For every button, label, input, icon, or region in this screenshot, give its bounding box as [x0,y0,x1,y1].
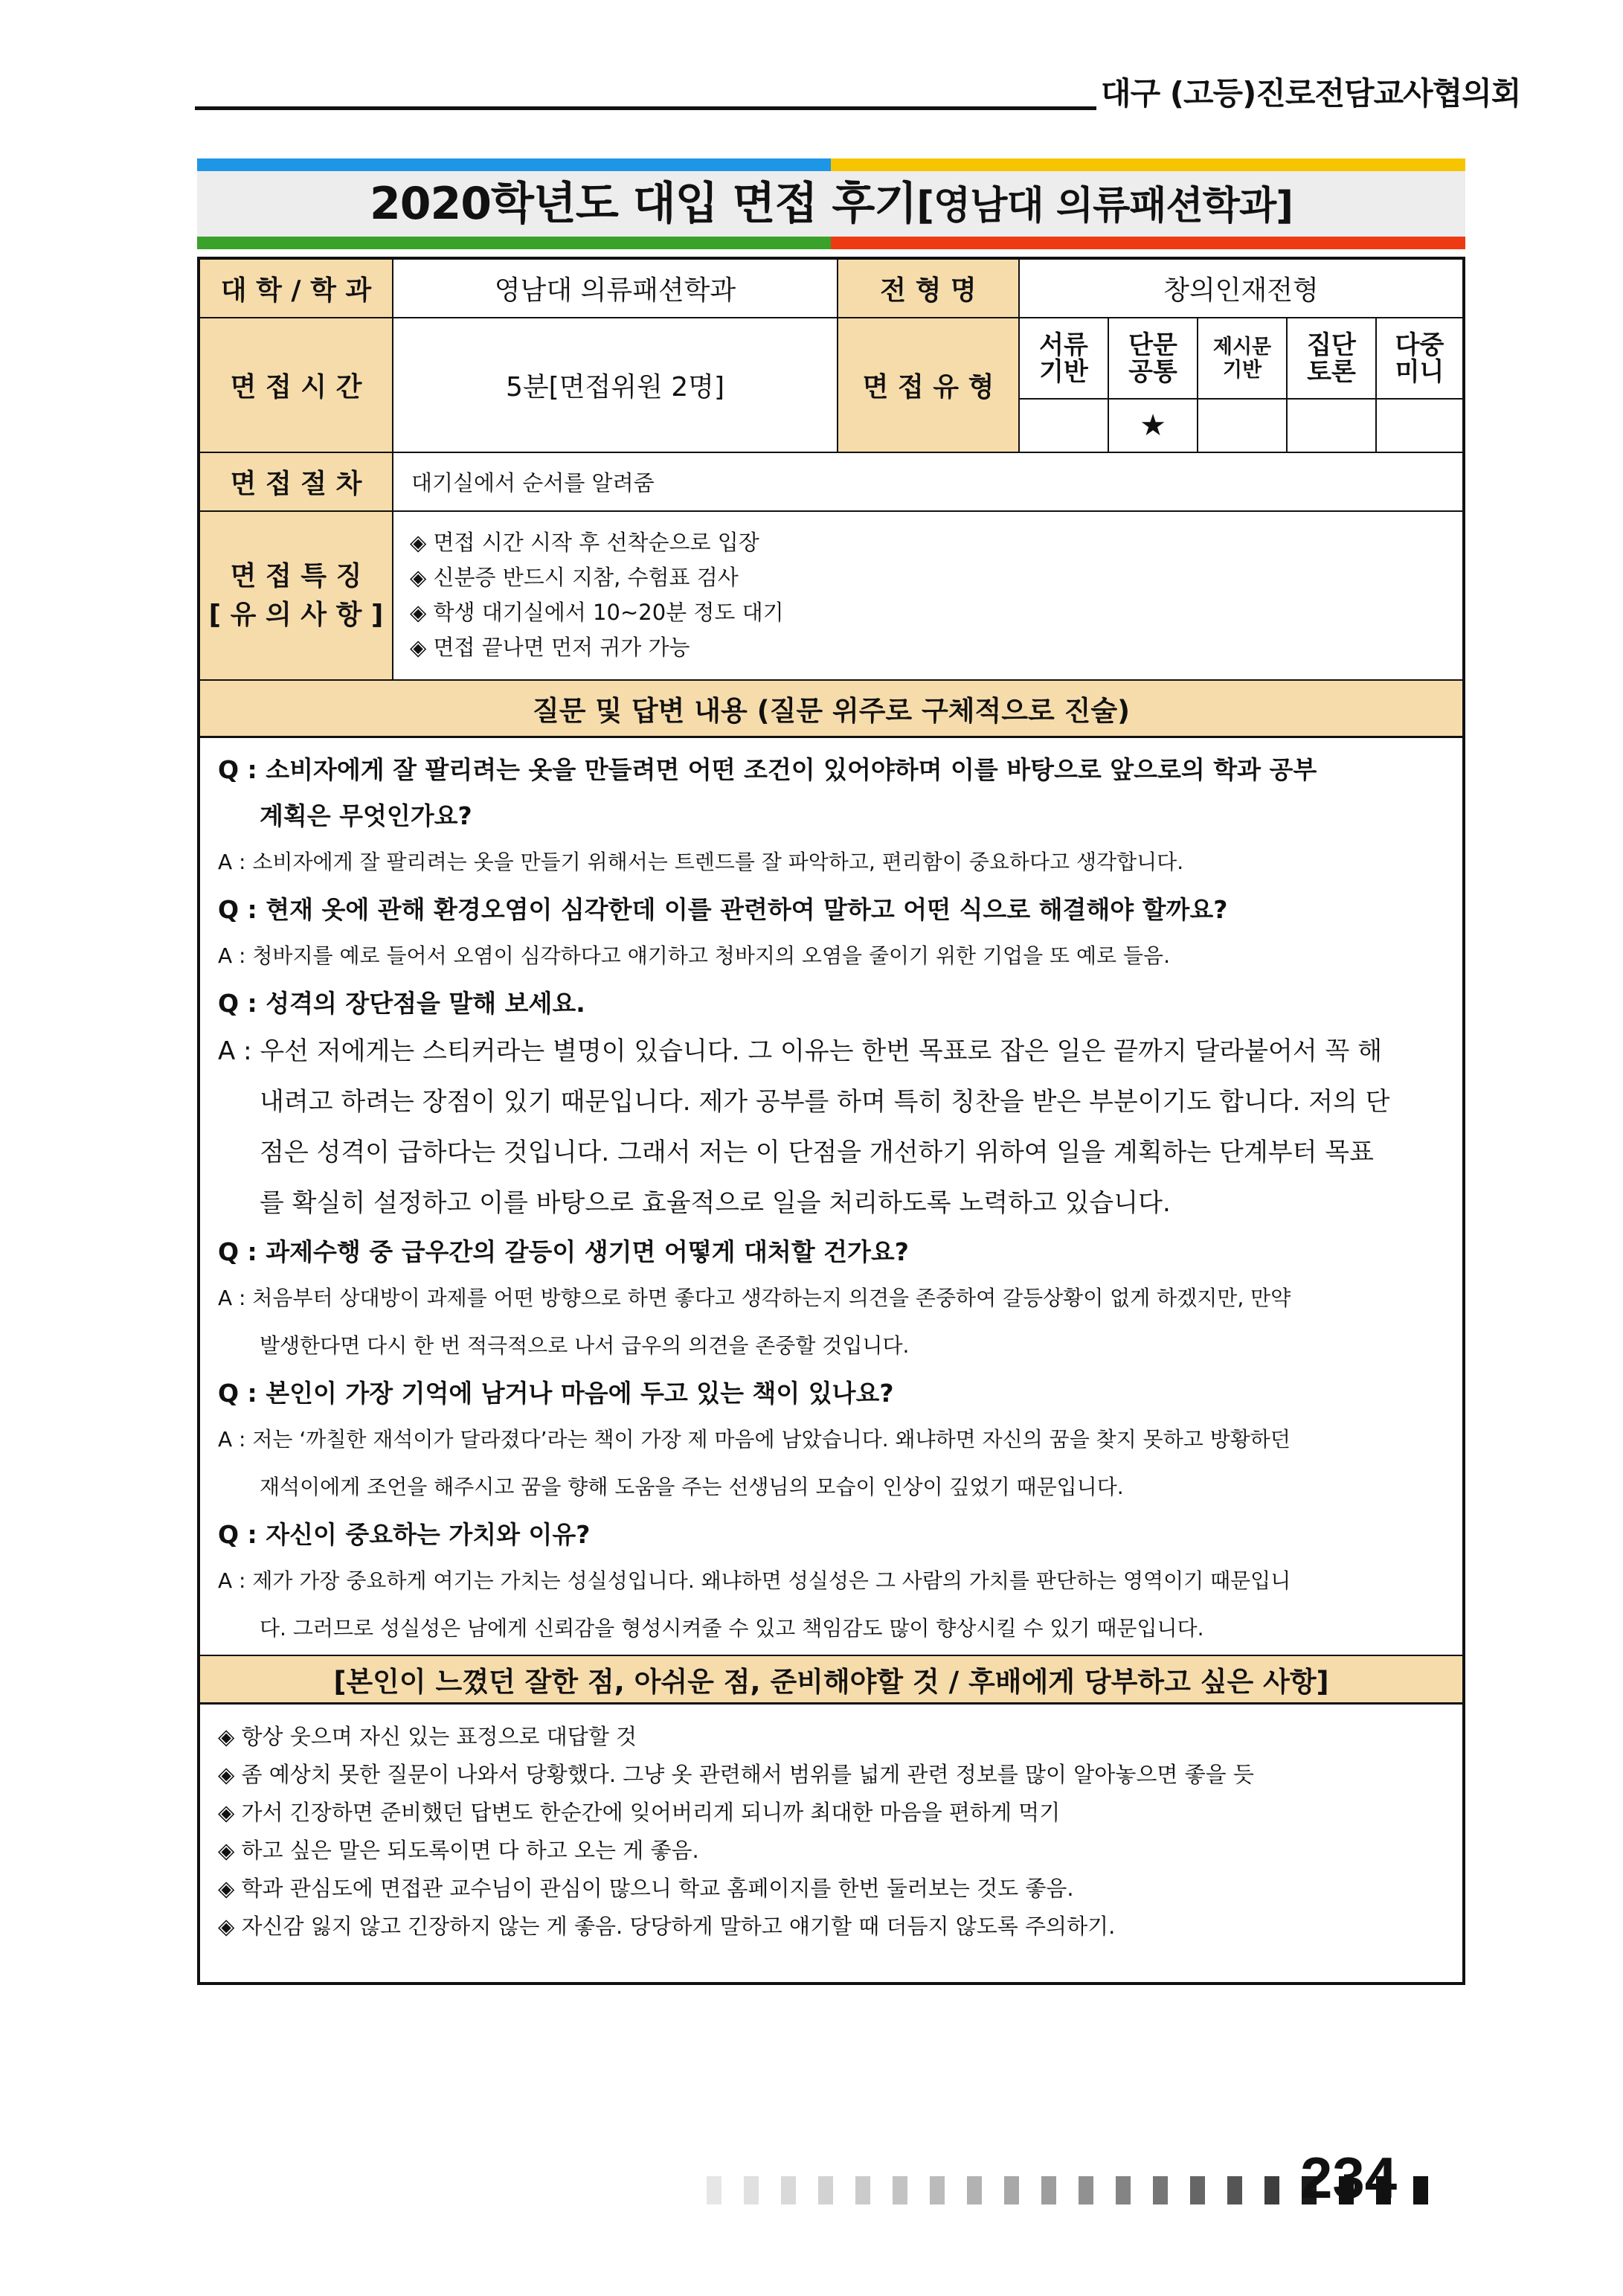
kind-passage-based: 제시문 기반 [1212,335,1272,382]
grid-line [1018,260,1020,452]
kind-mark-3 [1198,400,1286,452]
answer-5-line1: A : 저는 ‘까칠한 재석이가 달라졌다’라는 책이 가장 제 마음에 남았습니다. 왜냐하면 자신의 꿈을 찾지 못하고 방황하던 [218,1427,1291,1452]
grid-line [200,1702,1462,1705]
grid-line [392,260,393,679]
answer-5-line2: 재석이에게 조언을 해주시고 꿈을 향해 도움을 주는 선생님의 모습이 인상이 깊었기 때문입니다. [260,1475,1124,1499]
answer-1: A : 소비자에게 잘 팔리려는 옷을 만들기 위해서는 트렌드를 잘 파악하고, 편리함이 중요하다고 생각합니다. [218,850,1184,874]
tip-item: ◈ 항상 웃으며 자신 있는 표정으로 대답할 것 [218,1724,637,1749]
kind-multi-mini: 다중 미니 [1395,330,1444,387]
answer-3-line3: 점은 성격이 급하다는 것입니다. 그래서 저는 이 단점을 개선하기 위하여 일을 계획하는 단계부터 목표 [260,1138,1374,1167]
title-main: 2020학년도 대입 면접 후기 [369,178,917,230]
grid-line [200,317,1462,318]
title-bar-red [831,237,1465,249]
features-label: 면 접 특 징 [ 유 의 사 항 ] [200,512,392,679]
feature-item: ◈ 면접 끝나면 먼저 귀가 가능 [410,635,690,660]
header-rule [195,106,1096,110]
admission-type-label: 전 형 명 [838,260,1018,317]
grid-line [1108,318,1109,452]
admission-type-value: 창의인재전형 [1163,275,1319,306]
kind-short-common: 단문 공통 [1128,330,1177,387]
grid-line [1286,318,1288,452]
kind-document-based: 서류 기반 [1039,330,1088,387]
interview-kind-label: 면 접 유 형 [838,318,1018,452]
title-bar-blue [197,158,831,171]
title-sub: [영남대 의류패션학과] [916,184,1293,228]
answer-2: A : 청바지를 예로 들어서 오염이 심각하다고 얘기하고 청바지의 오염을 줄이기 위한 기업을 또 예로 들음. [218,943,1170,968]
kind-mark-1 [1020,400,1108,452]
grid-line [200,452,1462,453]
grid-line [200,679,1462,681]
answer-4-line2: 발생한다면 다시 한 번 적극적으로 나서 급우의 의견을 존중할 것입니다. [260,1333,910,1358]
organization-name: 대구 (고등)진로전담교사협의회 [1101,75,1521,112]
feature-item: ◈ 학생 대기실에서 10~20분 정도 대기 [410,600,784,625]
answer-3-line2: 내려고 하려는 장점이 있기 때문입니다. 제가 공부를 하며 특히 칭찬을 받은 부분이기도 합니다. 저의 단 [260,1087,1390,1117]
grid-line [200,1655,1462,1656]
tip-item: ◈ 좀 예상치 못한 질문이 나와서 당황했다. 그냥 옷 관련해서 범위를 넓게 관련 정보를 많이 알아놓으면 좋을 듯 [218,1762,1254,1787]
question-1-line2: 계획은 무엇인가요? [260,801,472,830]
feature-item: ◈ 신분증 반드시 지참, 수험표 검사 [410,565,739,590]
answer-3-line4: 를 확실히 설정하고 이를 바탕으로 효율적으로 일을 처리하도록 노력하고 있습니다. [260,1188,1171,1218]
grid-line [837,260,838,452]
grid-line [1375,318,1377,452]
grid-line [200,510,1462,512]
interview-time-label: 면 접 시 간 [200,318,392,452]
univ-label: 대 학 / 학 과 [200,260,392,317]
document-title [197,171,1465,237]
grid-line [1197,318,1198,452]
title-bar-green [197,237,831,249]
procedure-label: 면 접 절 차 [200,453,392,510]
interview-form [197,257,1465,1985]
answer-6-line2: 다. 그러므로 성실성은 남에게 신뢰감을 형성시켜줄 수 있고 책임감도 많이 향상시킬 수 있기 때문입니다. [260,1616,1204,1641]
question-4: Q : 과제수행 중 급우간의 갈등이 생기면 어떻게 대처할 건가요? [218,1237,909,1266]
grid-line [200,736,1462,738]
features-list [393,512,1462,679]
star-icon: ★ [1140,408,1166,443]
question-2: Q : 현재 옷에 관해 환경오염이 심각한데 이를 관련하여 말하고 어떤 식으로 해결해야 할까요? [218,895,1228,924]
feature-item: ◈ 면접 시간 시작 후 선착순으로 입장 [410,530,759,555]
question-6: Q : 자신이 중요하는 가치와 이유? [218,1520,591,1549]
procedure-value: 대기실에서 순서를 알려줌 [411,470,655,496]
title-bar-yellow [831,158,1465,171]
answer-6-line1: A : 제가 가장 중요하게 여기는 가치는 성실성입니다. 왜냐하면 성실성은 그 사람의 가치를 판단하는 영역이기 때문입니 [218,1568,1291,1593]
tip-item: ◈ 하고 싶은 말은 되도록이면 다 하고 오는 게 좋음. [218,1838,699,1863]
grid-line [1020,398,1462,400]
interview-time-value: 5분[면접위원 2명] [506,372,724,403]
tips-list [218,1718,1445,1946]
univ-value: 영남대 의류패션학과 [494,275,736,306]
tip-item: ◈ 학과 관심도에 면접관 교수님이 관심이 많으니 학교 홈페이지를 한번 둘러보는 것도 좋음. [218,1876,1074,1901]
tip-item: ◈ 가서 긴장하면 준비했던 답변도 한순간에 잊어버리게 되니까 최대한 마음을 편하게 먹기 [218,1800,1061,1825]
question-1-line1: Q : 소비자에게 잘 팔리려는 옷을 만들려면 어떤 조건이 있어야하며 이를 바탕으로 앞으로의 학과 공부 [218,755,1317,784]
question-5: Q : 본인이 가장 기억에 남거나 마음에 두고 있는 책이 있나요? [218,1379,894,1408]
page-number: 234 [1300,2145,1398,2210]
tip-item: ◈ 자신감 잃지 않고 긴장하지 않는 게 좋음. 당당하게 말하고 얘기할 때 더듬지 않도록 주의하기. [218,1914,1116,1939]
question-3: Q : 성격의 장단점을 말해 보세요. [218,989,585,1018]
kind-group-discussion: 집단 토론 [1307,330,1356,387]
tips-section-title: [본인이 느꼈던 잘한 점, 아쉬운 점, 준비해야할 것 / 후배에게 당부하고 싶은 사항] [200,1656,1462,1702]
answer-4-line1: A : 처음부터 상대방이 과제를 어떤 방향으로 하면 좋다고 생각하는지 의견을 존중하여 갈등상황이 없게 하겠지만, 만약 [218,1286,1291,1310]
qa-section-title: 질문 및 답변 내용 (질문 위주로 구체적으로 진술) [200,681,1462,736]
answer-3-line1: A : 우선 저에게는 스티커라는 별명이 있습니다. 그 이유는 한번 목표로 잡은 일은 끝까지 달라붙어서 꼭 해 [218,1036,1383,1066]
kind-mark-5 [1377,400,1462,452]
kind-mark-4 [1288,400,1375,452]
